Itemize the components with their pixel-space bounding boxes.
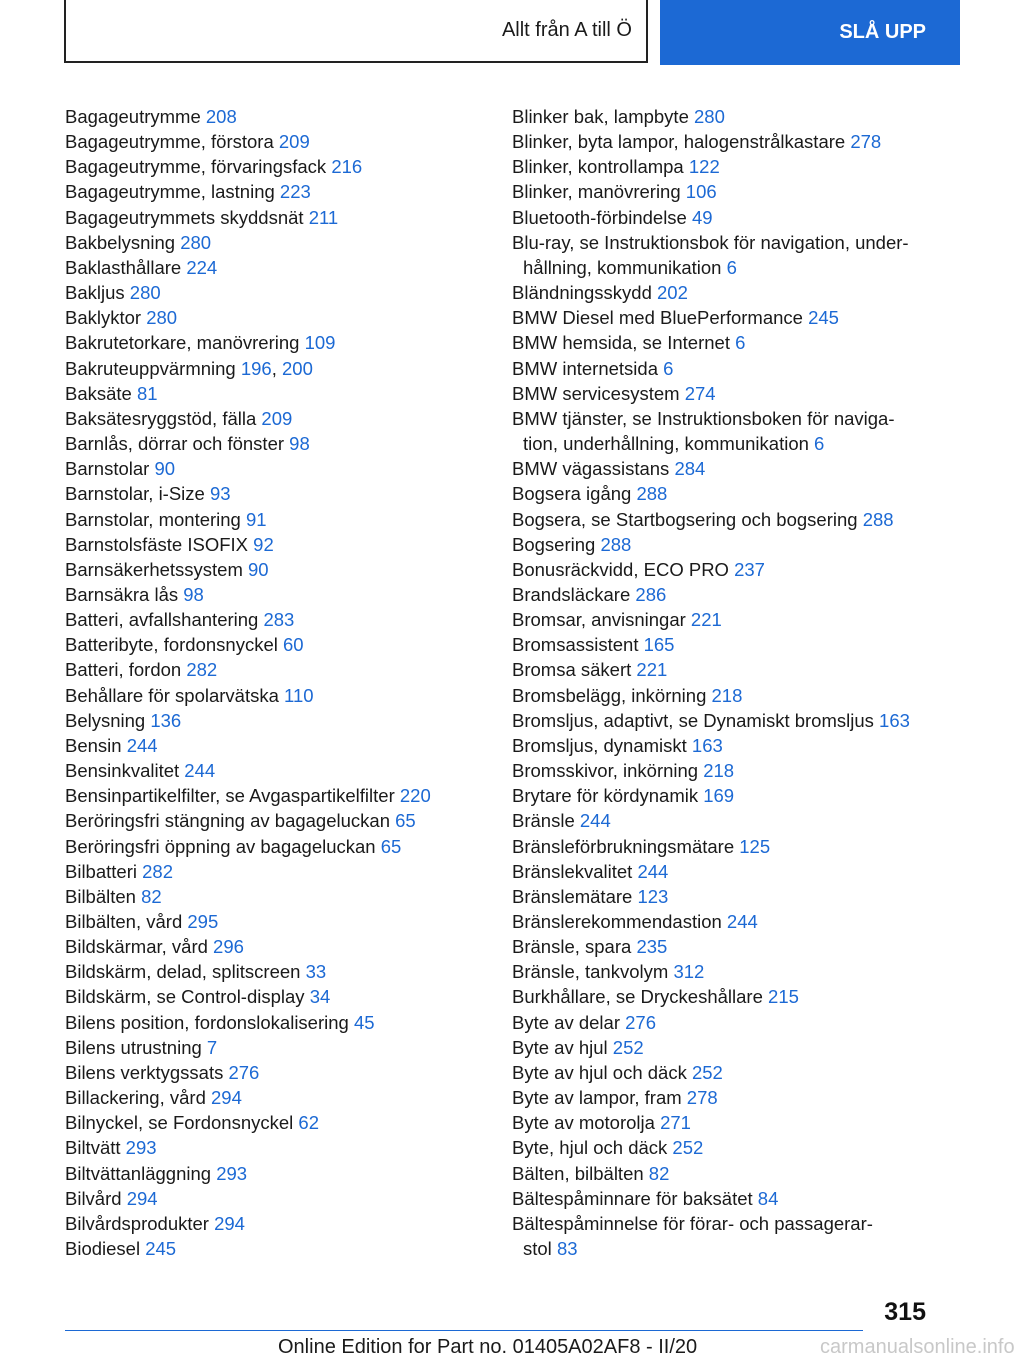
page-link[interactable]: 125 bbox=[739, 835, 771, 857]
index-term: Bensinkvalitet bbox=[65, 760, 180, 782]
index-entry bbox=[65, 431, 485, 456]
page-link[interactable]: 81 bbox=[137, 382, 158, 404]
index-term: Burkhållare, se Dryckeshållare bbox=[512, 986, 763, 1008]
index-entry bbox=[65, 1060, 485, 1085]
page-link[interactable]: 165 bbox=[643, 634, 675, 656]
index-entry bbox=[65, 984, 485, 1009]
index-term: Baklasthållare bbox=[65, 256, 182, 278]
index-term: Bakljus bbox=[65, 282, 125, 304]
index-entry bbox=[512, 129, 942, 154]
index-entry bbox=[512, 657, 942, 682]
index-entry bbox=[512, 632, 942, 657]
index-term: Bromsljus, dynamiskt bbox=[512, 734, 687, 756]
index-column-left bbox=[65, 104, 485, 1261]
index-term: Beröringsfri öppning av bagageluckan bbox=[65, 835, 376, 857]
page-link[interactable]: 282 bbox=[142, 860, 173, 882]
index-entry bbox=[512, 205, 942, 230]
index-term: Blu-ray, se Instruktionsbok för navigation, under- bbox=[512, 231, 909, 253]
index-term: Bogsering bbox=[512, 533, 596, 555]
index-term: BMW servicesystem bbox=[512, 382, 680, 404]
index-term: Bakruteuppvärmning bbox=[65, 357, 236, 379]
index-term: Byte av delar bbox=[512, 1011, 620, 1033]
page-link[interactable]: 45 bbox=[353, 1011, 375, 1033]
page-link[interactable]: 6 bbox=[735, 332, 746, 354]
page-link[interactable]: 293 bbox=[125, 1137, 157, 1159]
index-term: Bogsera igång bbox=[512, 483, 632, 505]
index-entry bbox=[65, 104, 485, 129]
page-link[interactable]: 62 bbox=[298, 1112, 319, 1134]
index-entry bbox=[512, 1110, 942, 1135]
index-entry bbox=[65, 154, 485, 179]
index-entry bbox=[65, 582, 485, 607]
tab-a-to-z-label: Allt från A till Ö bbox=[501, 19, 632, 41]
page-link[interactable]: 278 bbox=[686, 1087, 718, 1109]
page-link[interactable]: 294 bbox=[214, 1212, 245, 1234]
index-entry bbox=[65, 859, 485, 884]
index-entry bbox=[512, 808, 942, 833]
index-entry bbox=[65, 959, 485, 984]
page-link[interactable]: 163 bbox=[879, 709, 910, 731]
index-term: Behållare för spolarvätska bbox=[65, 684, 279, 706]
tab-a-to-z[interactable] bbox=[64, 0, 648, 63]
watermark: carmanualsonline.info bbox=[820, 1336, 1015, 1358]
index-entry bbox=[512, 1135, 942, 1160]
index-term: Bilbälten, vård bbox=[65, 911, 183, 932]
page-link[interactable]: 280 bbox=[146, 307, 178, 329]
index-entry bbox=[512, 582, 942, 607]
index-entry bbox=[512, 1161, 942, 1186]
page-link[interactable]: 33 bbox=[305, 961, 327, 983]
index-term-continuation bbox=[512, 255, 942, 280]
index-entry bbox=[512, 179, 942, 204]
index-entry bbox=[65, 255, 485, 280]
index-entry bbox=[65, 808, 485, 833]
index-entry bbox=[65, 1186, 485, 1211]
page-link[interactable]: 98 bbox=[289, 433, 310, 455]
page-link[interactable]: 221 bbox=[636, 659, 668, 681]
page-link[interactable]: 282 bbox=[186, 659, 218, 681]
index-term: Bältespåminnelse för förar- och passagerar- bbox=[512, 1212, 873, 1234]
index-entry bbox=[65, 557, 485, 582]
index-entry bbox=[65, 1161, 485, 1186]
page-link[interactable]: 109 bbox=[304, 332, 336, 354]
index-term: Bakbelysning bbox=[65, 231, 176, 253]
index-entry bbox=[512, 104, 942, 129]
index-entry bbox=[65, 708, 485, 733]
page-link[interactable]: 235 bbox=[636, 936, 668, 958]
tab-lookup[interactable] bbox=[660, 0, 960, 65]
page-link[interactable]: 280 bbox=[129, 282, 161, 304]
page-link[interactable]: 65 bbox=[380, 835, 402, 857]
index-term: Blinker, manövrering bbox=[512, 181, 681, 203]
page-link[interactable]: 7 bbox=[206, 1036, 218, 1058]
index-term: Bilvårdsprodukter bbox=[65, 1212, 209, 1234]
index-term: Bilens verktygssats bbox=[65, 1061, 224, 1083]
footer-rule bbox=[65, 1330, 863, 1331]
index-term: Bagageutrymmets skyddsnät bbox=[65, 206, 304, 228]
page-link[interactable]: 83 bbox=[556, 1238, 578, 1260]
index-term: Barnsäkra lås bbox=[65, 583, 179, 605]
index-entry bbox=[512, 381, 942, 406]
page-link[interactable]: 218 bbox=[711, 684, 743, 706]
page-link[interactable]: 6 bbox=[814, 433, 825, 455]
page-link[interactable]: 288 bbox=[636, 483, 668, 505]
index-term: Byte av motorolja bbox=[512, 1112, 655, 1134]
page-link[interactable]: 220 bbox=[399, 785, 431, 807]
index-term: Beröringsfri stängning av bagageluckan bbox=[65, 810, 390, 832]
index-entry bbox=[512, 683, 942, 708]
page-link[interactable]: 82 bbox=[141, 885, 162, 907]
index-term: Bagageutrymme, förvaringsfack bbox=[65, 156, 327, 178]
index-term: Bränsle, tankvolym bbox=[512, 961, 669, 983]
page-link[interactable]: 122 bbox=[688, 156, 720, 178]
index-term: Barnstolar, i-Size bbox=[65, 483, 205, 505]
page-link[interactable]: 92 bbox=[253, 533, 274, 555]
page-link[interactable]: 60 bbox=[283, 634, 304, 656]
page-link[interactable]: 82 bbox=[648, 1162, 670, 1184]
page-link[interactable]: 136 bbox=[150, 709, 182, 731]
index-entry bbox=[65, 1236, 485, 1261]
index-term: Batteribyte, fordonsnyckel bbox=[65, 634, 278, 656]
index-term: Bluetooth-förbindelse bbox=[512, 206, 687, 228]
page-link[interactable]: 284 bbox=[674, 458, 706, 480]
index-entry bbox=[65, 758, 485, 783]
page-link[interactable]: 84 bbox=[757, 1187, 779, 1209]
page-link[interactable]: 209 bbox=[278, 131, 310, 153]
index-term: Bensinpartikelfilter, se Avgaspartikelfilter bbox=[65, 785, 395, 807]
page-number: 315 bbox=[884, 1298, 926, 1326]
page-link[interactable]: 123 bbox=[637, 885, 669, 907]
index-entry bbox=[65, 657, 485, 682]
index-entry bbox=[512, 884, 942, 909]
page-link[interactable]: 294 bbox=[126, 1187, 158, 1209]
page-link[interactable]: 288 bbox=[862, 508, 894, 530]
page-link[interactable]: 274 bbox=[684, 382, 716, 404]
index-entry bbox=[512, 557, 942, 582]
page-link[interactable]: 280 bbox=[694, 106, 725, 127]
index-term: Blinker bak, lampbyte bbox=[512, 106, 689, 127]
index-entry bbox=[512, 406, 942, 456]
page-link[interactable]: 237 bbox=[734, 558, 765, 580]
index-term: Bromsljus, adaptivt, se Dynamiskt bromsljus bbox=[512, 709, 874, 731]
index-term: Byte av hjul och däck bbox=[512, 1061, 687, 1083]
page-link[interactable]: 288 bbox=[600, 533, 632, 555]
index-entry bbox=[512, 733, 942, 758]
page-link[interactable]: 110 bbox=[284, 684, 314, 706]
index-entry bbox=[512, 984, 942, 1009]
page-link[interactable]: 293 bbox=[216, 1162, 248, 1184]
index-term: BMW internetsida bbox=[512, 357, 658, 379]
index-entry bbox=[512, 1211, 942, 1261]
page-link[interactable]: 93 bbox=[209, 483, 231, 505]
page-link[interactable]: 90 bbox=[248, 558, 269, 580]
index-term: Bildskärmar, vård bbox=[65, 936, 208, 958]
page-link[interactable]: 244 bbox=[579, 810, 611, 832]
index-entry bbox=[512, 1085, 942, 1110]
index-entry bbox=[65, 456, 485, 481]
index-term: Bälten, bilbälten bbox=[512, 1162, 644, 1184]
page-link[interactable]: 6 bbox=[726, 256, 737, 278]
index-entry bbox=[65, 909, 485, 934]
index-entry bbox=[512, 758, 942, 783]
page-link[interactable]: 163 bbox=[691, 734, 723, 756]
index-term: Bränsle, spara bbox=[512, 936, 632, 958]
page-link[interactable]: 280 bbox=[180, 231, 212, 253]
index-term: Barnlås, dörrar och fönster bbox=[65, 433, 285, 455]
index-term: Bildskärm, se Control-display bbox=[65, 986, 305, 1008]
index-term: Barnsäkerhetssystem bbox=[65, 558, 243, 580]
index-term: Bagageutrymme, förstora bbox=[65, 131, 274, 153]
index-term: Bromsbelägg, inkörning bbox=[512, 684, 707, 706]
index-entry bbox=[512, 607, 942, 632]
index-term: Byte av hjul bbox=[512, 1036, 608, 1058]
index-entry bbox=[512, 230, 942, 280]
page-link[interactable]: 65 bbox=[395, 810, 416, 832]
index-term: Bogsera, se Startbogsering och bogsering bbox=[512, 508, 858, 530]
page-link[interactable]: 283 bbox=[263, 609, 295, 631]
index-term-continuation-text: tion, underhållning, kommunikation bbox=[523, 433, 809, 455]
index-entry bbox=[65, 305, 485, 330]
index-entry bbox=[65, 1135, 485, 1160]
index-entry bbox=[65, 1211, 485, 1236]
index-entry bbox=[65, 1010, 485, 1035]
page-link[interactable]: 218 bbox=[703, 760, 735, 782]
index-entry bbox=[512, 532, 942, 557]
index-term: Batteri, fordon bbox=[65, 659, 182, 681]
index-term: Bakrutetorkare, manövrering bbox=[65, 332, 300, 354]
index-column-right bbox=[512, 104, 942, 1261]
page-link[interactable]: 286 bbox=[635, 583, 667, 605]
index-term-continuation-text: hållning, kommunikation bbox=[523, 256, 722, 278]
page-link[interactable]: 106 bbox=[685, 181, 717, 203]
index-entry bbox=[65, 1035, 485, 1060]
index-entry bbox=[512, 909, 942, 934]
index-term: Brandsläckare bbox=[512, 583, 631, 605]
index-term: Biodiesel bbox=[65, 1238, 141, 1260]
index-term: Bromsar, anvisningar bbox=[512, 609, 686, 631]
index-entry bbox=[65, 381, 485, 406]
index-entry bbox=[512, 330, 942, 355]
page-link[interactable]: 294 bbox=[211, 1087, 242, 1109]
index-term: Byte, hjul och däck bbox=[512, 1137, 668, 1159]
index-entry bbox=[65, 406, 485, 431]
page-link[interactable]: 252 bbox=[691, 1061, 723, 1083]
page-link[interactable]: 208 bbox=[205, 106, 237, 127]
index-term: Bilbälten bbox=[65, 885, 136, 907]
index-entry bbox=[512, 456, 942, 481]
index-term: Bilens position, fordonslokalisering bbox=[65, 1011, 349, 1033]
page-link[interactable]: 6 bbox=[663, 357, 674, 379]
index-entry bbox=[512, 1035, 942, 1060]
index-term: Blinker, byta lampor, halogenstrålkastare bbox=[512, 131, 846, 153]
page-link[interactable]: 224 bbox=[186, 256, 218, 278]
page-link[interactable]: 202 bbox=[657, 282, 688, 304]
index-term: Biltvätt bbox=[65, 1137, 121, 1159]
index-term: Bränslekvalitet bbox=[512, 860, 633, 882]
index-term: BMW vägassistans bbox=[512, 458, 670, 480]
index-term: Bilvård bbox=[65, 1187, 122, 1209]
index-term: Barnstolsfäste ISOFIX bbox=[65, 533, 249, 555]
index-entry bbox=[512, 1186, 942, 1211]
index-entry bbox=[65, 783, 485, 808]
index-entry bbox=[512, 481, 942, 506]
index-entry bbox=[512, 959, 942, 984]
index-entry bbox=[65, 632, 485, 657]
index-entry bbox=[512, 507, 942, 532]
index-entry bbox=[512, 305, 942, 330]
index-term-continuation bbox=[512, 1236, 942, 1261]
tab-lookup-label: SLÅ UPP bbox=[839, 21, 926, 43]
index-entry bbox=[65, 532, 485, 557]
page-link[interactable]: 98 bbox=[183, 583, 204, 605]
index-term: BMW Diesel med BluePerformance bbox=[512, 307, 803, 329]
page-link[interactable]: 245 bbox=[145, 1238, 177, 1260]
index-entry bbox=[512, 834, 942, 859]
index-term: Bromsa säkert bbox=[512, 659, 632, 681]
page-link[interactable]: 244 bbox=[184, 760, 216, 782]
index-term: Bränslerekommendastion bbox=[512, 911, 722, 932]
index-term: Baklyktor bbox=[65, 307, 142, 329]
page-link[interactable]: 276 bbox=[228, 1061, 260, 1083]
index-term: Bränsleförbrukningsmätare bbox=[512, 835, 735, 857]
index-entry bbox=[512, 1060, 942, 1085]
index-entry: Bakruteuppvärmning 196, 200 bbox=[65, 357, 313, 379]
index-entry bbox=[65, 230, 485, 255]
index-entry bbox=[512, 783, 942, 808]
page-link[interactable]: 49 bbox=[691, 206, 713, 228]
page-link[interactable]: 312 bbox=[673, 961, 705, 983]
index-entry bbox=[65, 934, 485, 959]
page-link[interactable]: 34 bbox=[309, 986, 331, 1008]
index-entry bbox=[512, 1010, 942, 1035]
page-link[interactable]: 278 bbox=[850, 131, 882, 153]
index-entry bbox=[65, 1110, 485, 1135]
index-term: Bilens utrustning bbox=[65, 1036, 202, 1058]
page-link[interactable]: 276 bbox=[625, 1011, 656, 1033]
index-entry bbox=[512, 356, 942, 381]
index-term-continuation bbox=[512, 431, 942, 456]
index-term: Blinker, kontrollampa bbox=[512, 156, 684, 178]
page-link[interactable]: 245 bbox=[808, 307, 839, 329]
index-entry bbox=[65, 179, 485, 204]
index-entry bbox=[512, 280, 942, 305]
index-entry bbox=[65, 683, 485, 708]
page-link[interactable]: 209 bbox=[261, 407, 293, 429]
index-term: Belysning bbox=[65, 709, 146, 731]
index-term: Barnstolar bbox=[65, 458, 150, 480]
index-entry bbox=[65, 205, 485, 230]
index-term: Bonusräckvidd, ECO PRO bbox=[512, 558, 729, 580]
page-link[interactable]: 216 bbox=[331, 156, 363, 178]
index-term: Batteri, avfallshantering bbox=[65, 609, 259, 631]
page-link[interactable]: 196 bbox=[240, 357, 272, 379]
index-term: Baksätesryggstöd, fälla bbox=[65, 407, 257, 429]
index-entry bbox=[65, 1085, 485, 1110]
page-link[interactable]: 252 bbox=[612, 1036, 644, 1058]
index-entry bbox=[65, 481, 485, 506]
index-term: Byte av lampor, fram bbox=[512, 1087, 682, 1109]
index-term: Bilbatteri bbox=[65, 860, 137, 882]
page-link[interactable]: 221 bbox=[690, 609, 722, 631]
index-term: Billackering, vård bbox=[65, 1087, 206, 1109]
index-entry bbox=[512, 859, 942, 884]
page-link[interactable]: 295 bbox=[187, 911, 219, 932]
page-link[interactable]: 244 bbox=[726, 911, 758, 932]
page-link[interactable]: 244 bbox=[637, 860, 669, 882]
index-term: Bränslemätare bbox=[512, 885, 633, 907]
edition-text: Online Edition for Part no. 01405A02AF8 - II/20 bbox=[278, 1336, 698, 1358]
index-term: Bilnyckel, se Fordonsnyckel bbox=[65, 1112, 294, 1134]
index-term: Bromsassistent bbox=[512, 634, 639, 656]
index-term: Bagageutrymme, lastning bbox=[65, 181, 275, 203]
index-entry bbox=[65, 607, 485, 632]
index-term: Bältespåminnare för baksätet bbox=[512, 1187, 753, 1209]
index-term: BMW hemsida, se Internet bbox=[512, 332, 730, 354]
index-term: Biltvättanläggning bbox=[65, 1162, 212, 1184]
index-entry bbox=[65, 280, 485, 305]
page-link[interactable]: 211 bbox=[308, 206, 339, 228]
index-term: Bildskärm, delad, splitscreen bbox=[65, 961, 301, 983]
page-link[interactable]: 91 bbox=[245, 508, 267, 530]
index-entry bbox=[65, 834, 485, 859]
index-term: Bensin bbox=[65, 734, 122, 756]
index-entry bbox=[65, 330, 485, 355]
page-link[interactable]: 90 bbox=[154, 458, 176, 480]
index-term: Bagageutrymme bbox=[65, 106, 201, 127]
index-term: Bländningsskydd bbox=[512, 282, 652, 304]
page-link[interactable]: 244 bbox=[126, 734, 158, 756]
page-link[interactable]: 215 bbox=[768, 986, 799, 1008]
index-term: BMW tjänster, se Instruktionsboken för naviga- bbox=[512, 407, 895, 429]
index-entry bbox=[512, 708, 942, 733]
index-entry bbox=[65, 129, 485, 154]
index-term: Bränsle bbox=[512, 810, 575, 832]
page-link[interactable]: 252 bbox=[672, 1137, 704, 1159]
index-term: Brytare för kördynamik bbox=[512, 785, 699, 807]
page-link[interactable]: 223 bbox=[279, 181, 311, 203]
index-term: Bromsskivor, inkörning bbox=[512, 760, 699, 782]
index-entry bbox=[65, 507, 485, 532]
index-entry bbox=[512, 154, 942, 179]
page-link[interactable]: 271 bbox=[660, 1112, 691, 1134]
index-term: Barnstolar, montering bbox=[65, 508, 241, 530]
header bbox=[0, 0, 960, 70]
index-term-continuation-text: stol bbox=[523, 1238, 552, 1260]
page-link[interactable]: 200 bbox=[282, 357, 313, 379]
page-link[interactable]: 169 bbox=[703, 785, 735, 807]
index-entry bbox=[65, 733, 485, 758]
index-entry bbox=[65, 884, 485, 909]
page-link[interactable]: 296 bbox=[213, 936, 244, 958]
index-term: Baksäte bbox=[65, 382, 132, 404]
index-entry bbox=[512, 934, 942, 959]
